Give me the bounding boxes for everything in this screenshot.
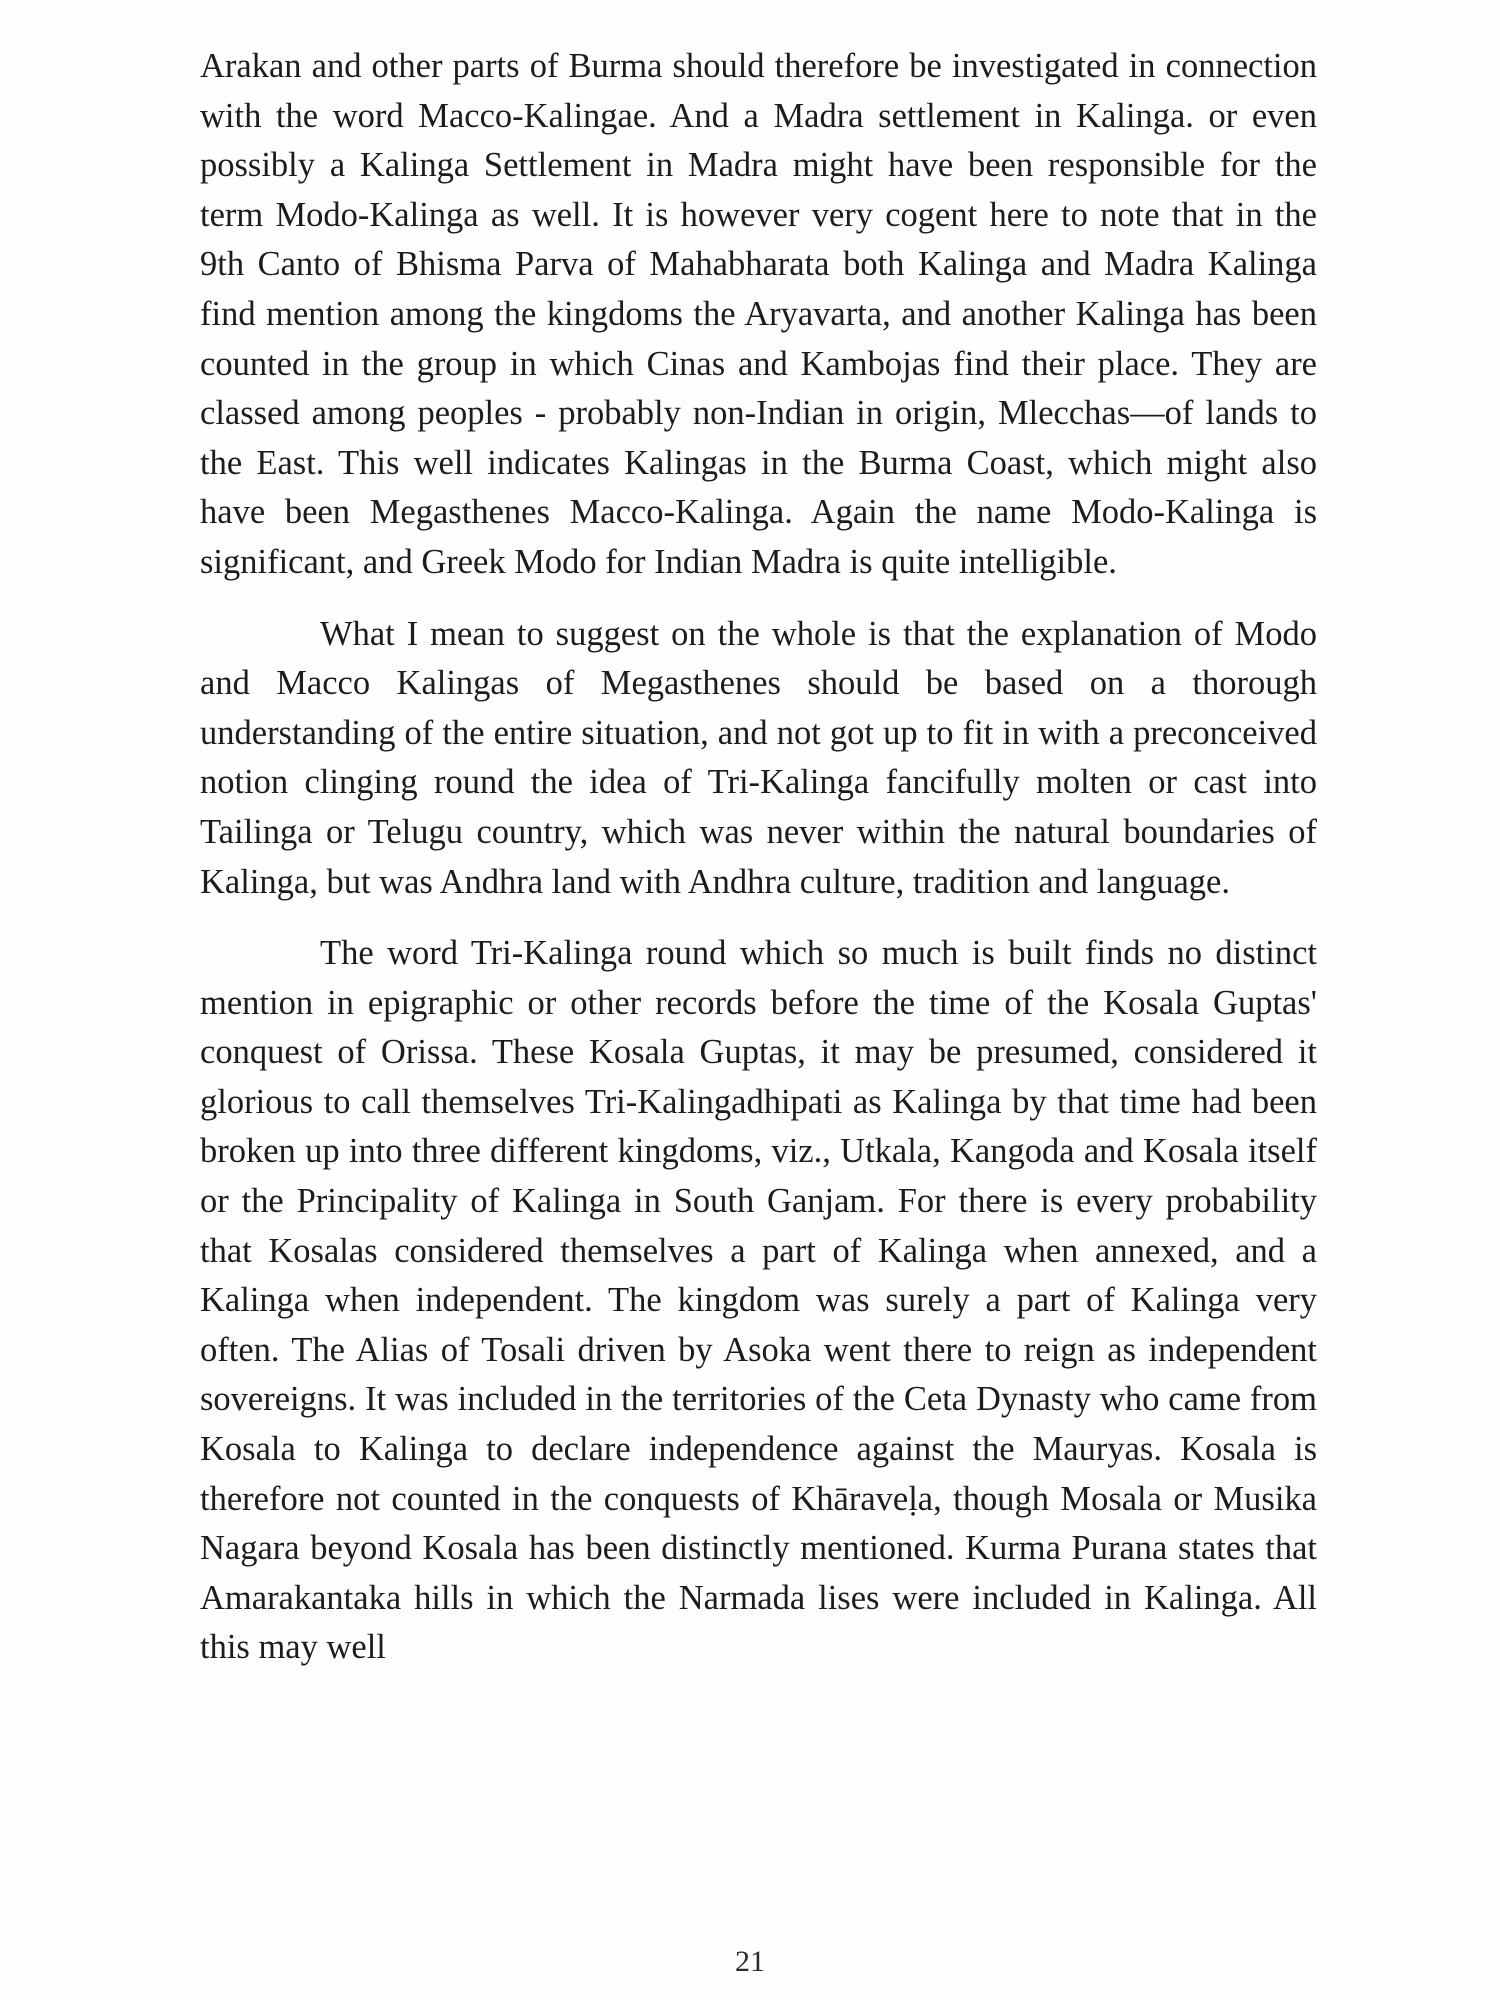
page-number: 21 [735, 1945, 765, 1978]
paragraph-3: The word Tri-Kalinga round which so much is built finds no distinct mention in epigraphic or other records before the time of the Kosala Guptas' conquest of Orissa. These Kosala Guptas, it may be presumed, considered it glorious to call themselves Tri-Kalingadhipati as Kalinga by that time had been broken up into three different kingdoms, viz., Utkala, Kangoda and Kosala itself or the Principality of Kalinga in South Ganjam. For there is every probability that Kosalas considered themselves a part of Kalinga when annexed, and a Kalinga when independent. The kingdom was surely a part of Kalinga very often. The Alias of Tosali driven by Asoka went there to reign as independent sovereigns. It was included in the territories of the Ceta Dynasty who came from Kosala to Kalinga to declare independence against the Mauryas. Kosala is therefore not counted in the conquests of Khāraveḷa, though Mosala or Musika Nagara beyond Kosala has been distinctly mentioned. Kurma Purana states that Amarakantaka hills in which the Narmada lises were included in Kalinga. All this may well [200, 934, 1317, 1667]
body-text [200, 42, 1317, 1673]
paragraph-1: Arakan and other parts of Burma should therefore be investigated in connection with the word Macco-Kalingae. And a Madra settlement in Kalinga. or even possibly a Kalinga Settlement in Madra might have been responsible for the term Modo-Kalinga as well. It is however very cogent here to note that in the 9th Canto of Bhisma Parva of Mahabharata both Kalinga and Madra Kalinga find mention among the kingdoms the Aryavarta, and another Kalinga has been counted in the group in which Cinas and Kambojas find their place. They are classed among peoples - probably non-Indian in origin, Mlecchas—of lands to the East. This well indicates Kalingas in the Burma Coast, which might also have been Megasthenes Macco-Kalinga. Again the name Modo-Kalinga is significant, and Greek Modo for Indian Madra is quite intelligible. [200, 47, 1317, 581]
paragraph-2: What I mean to suggest on the whole is that the explanation of Modo and Macco Kalingas of Megasthenes should be based on a thorough understanding of the entire situation, and not got up to fit in with a preconceived notion clinging round the idea of Tri-Kalinga fancifully molten or cast into Tailinga or Telugu country, which was never within the natural boundaries of Kalinga, but was Andhra land with Andhra culture, tradition and language. [200, 614, 1317, 901]
